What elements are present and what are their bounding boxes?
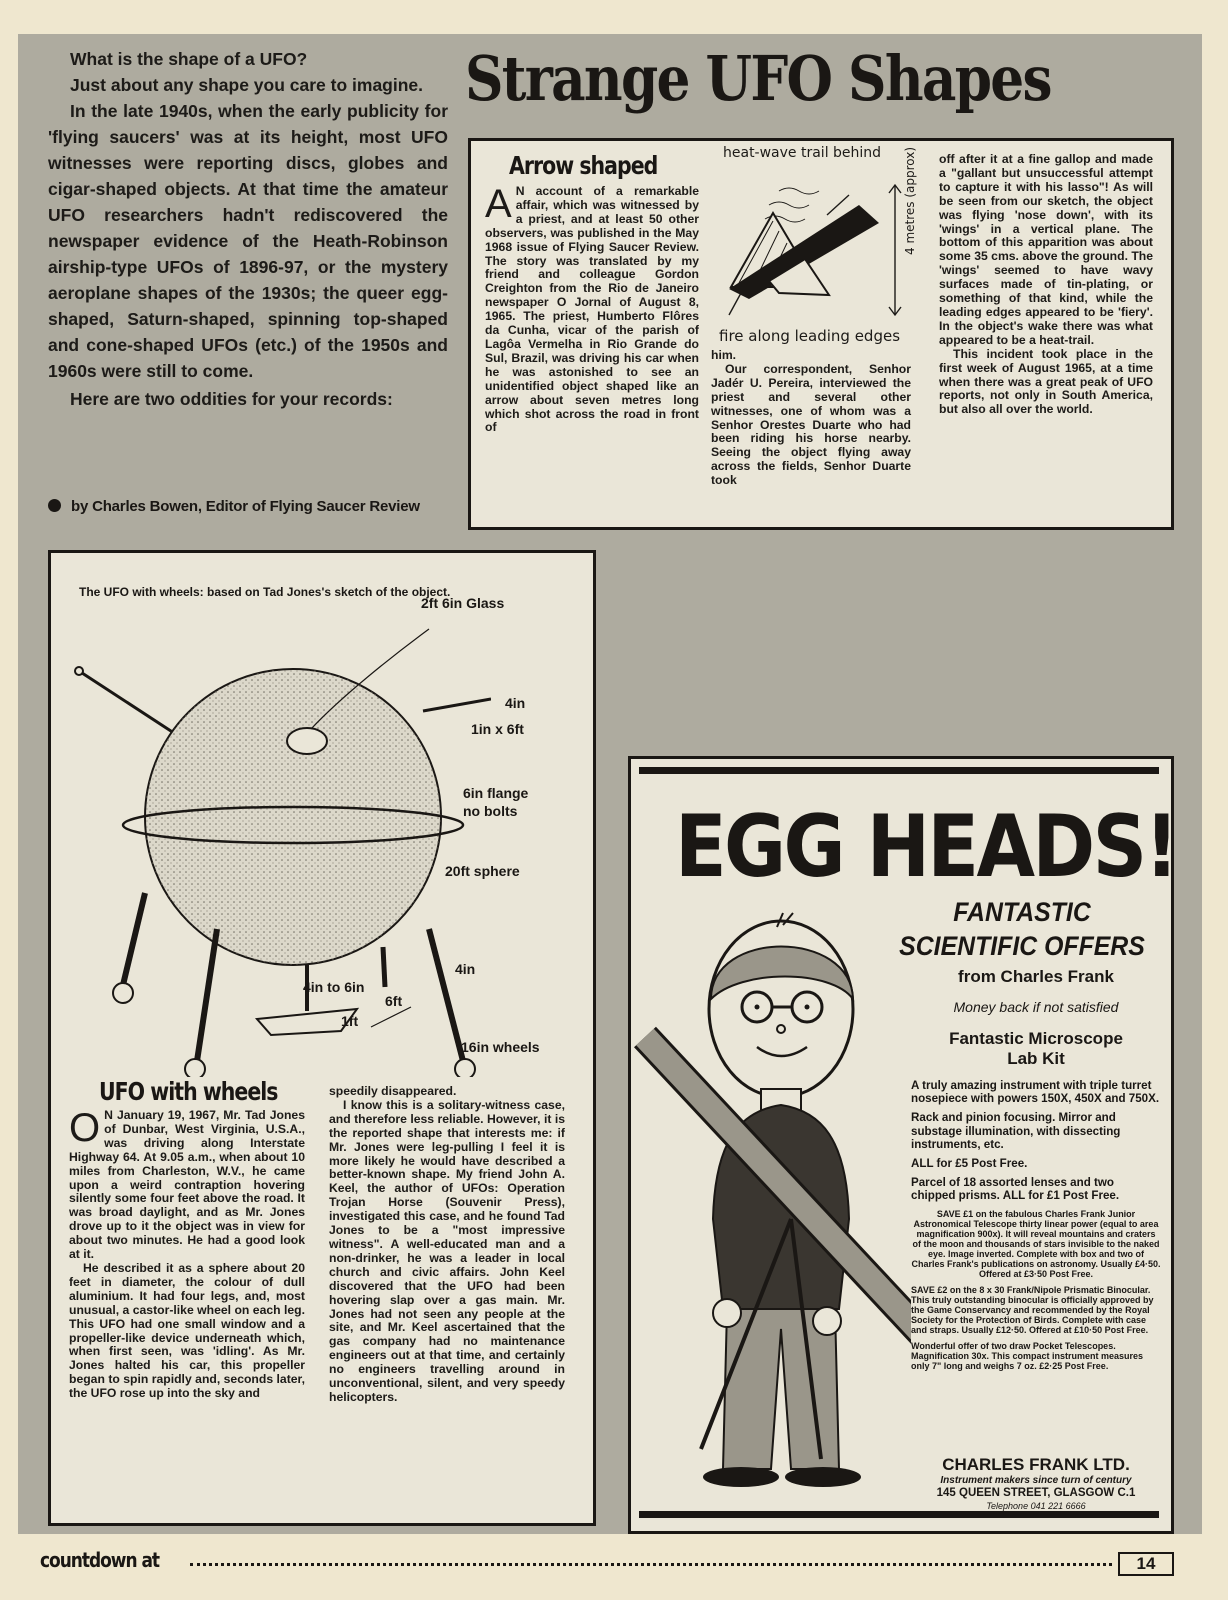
- sketch-label-size: 4 metres (approx): [903, 146, 917, 255]
- ad-p7: Wonderful offer of two draw Pocket Telescopes. Magnification 30x. This compact instrument measures only 7" long and weighs 7 oz. £2·25 Post Free.: [911, 1340, 1144, 1371]
- ad-tagline: Instrument makers since turn of century: [940, 1475, 1132, 1486]
- ad-address: 145 QUEEN STREET, GLASGOW C.1: [936, 1487, 1136, 1499]
- intro-answer: Just about any shape you care to imagine.: [70, 75, 424, 95]
- wheels-column-2: [329, 1085, 565, 1405]
- ad-company: CHARLES FRANK LTD.: [942, 1455, 1130, 1474]
- ad-from: from Charles Frank: [958, 967, 1114, 986]
- arrow-col3-text: off after it at a fine gallop and made a "gallant but unsuccessful attempt to capture it with his lasso"! As will be seen from our sketch, the object was flying 'nose down', with its 'wings' in a vertical plane. The bottom of this apparition was about some 35 cms. above the ground. The 'wings' seemed to have wavy surfaces made of tin-plating, or something of that kind, while the leading edges appeared to be 'fiery'. In the object's wake there was what appeared to be a heat-trail.: [939, 152, 1154, 347]
- arrow-heading: Arrow shaped: [509, 151, 658, 180]
- arrow-col1-text: N account of a remarkable affair, which was witnessed by a priest, and at least 50 other observers, was published in the May 1968 issue of Flying Saucer Review. The story was translated by my friend and colleague Gordon Creighton from the Rio de Janeiro newspaper O Jornal of August 8, 1965. The priest, Humberto Flôres da Cunha, vicar of the parish of Lagôa Vermelha in Rio Grande do Sul, Brazil, was driving his car when he was astonished to see an unidentified object shaped like an arrow about seven metres long which shot across the road in front of: [485, 184, 699, 435]
- ad-p4: Parcel of 18 assorted lenses and two chipped prisms. ALL for £1 Post Free.: [911, 1176, 1120, 1203]
- bullet-icon: [48, 499, 61, 512]
- label-1ft: 1ft: [341, 1013, 359, 1029]
- ad-sub1: FANTASTIC: [953, 897, 1091, 927]
- arrow-object-sketch: [709, 165, 909, 345]
- intro-text: [48, 46, 448, 412]
- arrow-col2-start: him.: [711, 348, 737, 362]
- ad-p2: Rack and pinion focusing. Mirror and substage illumination, with dissecting instruments, etc.: [911, 1111, 1121, 1151]
- ad-subheading: [889, 895, 1156, 963]
- label-4in-leg: 4in: [455, 961, 476, 977]
- arrow-col3-end: This incident took place in the first week of August 1965, at a time when there was a great peak of UFO reports, not only in South America, but also all over the world.: [939, 346, 1153, 417]
- byline-text: by Charles Bowen, Editor of Flying Saucer Review: [71, 498, 420, 515]
- wheels-col2-text: I know this is a solitary-witness case, and therefore less reliable. However, it is the reported shape that interests me: if Mr. Jones were leg-pulling I feel it is more likely he would have described a better-known shape. My friend John A. Keel, the author of UFOs: Operation Trojan Horse (Souvenir Press), investigated this case, and he found Tad Jones to be a "most impressive witness". A well-educated man and a non-drinker, he was a leader in local church and civic affairs. John Keel discovered that the UFO had been hovering slap over a gas main. Mr. Jones had not seen any people at the site, and Mr. Keel ascertained that the gas company had no maintenance engineers out at that time, and certainly no engineers travelling around in unconventional, silent, and very speedy helicopters.: [329, 1097, 565, 1404]
- ufo-with-wheels-article: [48, 550, 596, 1526]
- egg-heads-advert: [628, 756, 1177, 1534]
- sketch-caption: The UFO with wheels: based on Tad Jones's sketch of the object.: [79, 585, 451, 599]
- label-rod: 1in x 6ft: [471, 721, 524, 737]
- ad-p1: A truly amazing instrument with triple turret nosepiece with powers 150X, 450X and 750X.: [911, 1079, 1160, 1106]
- label-sphere: 20ft sphere: [445, 863, 520, 879]
- ad-rule-top: [639, 767, 1159, 774]
- arrow-column-1: [485, 182, 699, 435]
- wheels-col2-start: speedily disappeared.: [329, 1084, 457, 1098]
- footer-dotted-rule: [190, 1563, 1112, 1566]
- ad-copy: [911, 1079, 1161, 1371]
- ad-headline: EGG HEADS!: [675, 797, 1177, 897]
- egghead-boy-illustration: [631, 889, 911, 1509]
- label-glass: 2ft 6in Glass: [421, 595, 505, 611]
- footer-brand: countdown at: [40, 1548, 160, 1572]
- label-wheels: 16in wheels: [461, 1039, 540, 1055]
- ad-p6: SAVE £2 on the 8 x 30 Frank/Nipole Prismatic Binocular. This truly outstanding binocular is officially approved by the Game Conservancy and recommended by the Royal Society for the Protection of Birds. Complete with case and straps. Usually £12·50. Offered at £10·50 Post Free.: [911, 1284, 1154, 1335]
- intro-closing: Here are two oddities for your records:: [70, 389, 393, 409]
- sketch-label-heat: heat-wave trail behind: [723, 145, 882, 161]
- sketch-label-fire: fire along leading edges: [719, 327, 901, 345]
- wheels-col1-text: N January 19, 1967, Mr. Tad Jones of Dunbar, West Virginia, U.S.A., was driving along Interstate Highway 64. At 9.05 a.m., when about 10 miles from Charleston, W.V., he came upon a weird contraption hovering silently some four feet above the road. It was broad daylight, and as Mr. Jones drove up to it the object was in view for about two minutes. He had a good look at it.: [69, 1108, 305, 1262]
- ad-kit2: Lab Kit: [1007, 1049, 1065, 1068]
- ad-kit1: Fantastic Microscope: [949, 1029, 1123, 1048]
- ad-sub2: SCIENTIFIC OFFERS: [899, 931, 1145, 961]
- page-number: 14: [1118, 1552, 1174, 1576]
- arrow-shaped-article: [468, 138, 1174, 530]
- ad-kit-title: [911, 1029, 1161, 1069]
- arrow-col2-text: Our correspondent, Senhor Jadér U. Pereira, interviewed the priest and several other witnesses, one of whom was a Senhor Orestes Duarte who had been riding his horse nearby. Seeing the object flying away across the fields, Senhor Duarte took: [711, 361, 911, 488]
- arrow-dropcap: A: [485, 182, 512, 226]
- ad-money-back: Money back if not satisfied: [953, 999, 1119, 1015]
- label-flange: 6in flange: [463, 785, 529, 801]
- label-shaft: 4in to 6in: [303, 979, 365, 995]
- intro-paragraph: In the late 1940s, when the early publicity for 'flying saucers' was at its height, most UFO witnesses were reporting discs, globes and cigar-shaped objects. At that time the amateur UFO researchers hadn't rediscovered the newspaper evidence of the Heath-Robinson airship-type UFOs of 1896-97, or the mystery aeroplane shapes of the 1930s; the queer egg-shaped, Saturn-shaped, spinning top-shaped and cone-shaped UFOs (etc.) of the 1950s and 1960s were still to come.: [48, 101, 448, 381]
- intro-question: What is the shape of a UFO?: [70, 49, 308, 69]
- ad-p5: SAVE £1 on the fabulous Charles Frank Junior Astronomical Telescope thirty linear power (equal to area magnification 900x). It will reveal mountains and craters of the moon and thousands of stars invisible to the naked eye. Image inverted. Complete with box and two of Charles Frank's publications on astronomy. Usually £4·50. Offered at £3·50 Post Free.: [911, 1208, 1161, 1279]
- page-title: Strange UFO Shapes: [465, 42, 1051, 115]
- arrow-column-3: [939, 153, 1153, 417]
- arrow-column-2: [711, 349, 911, 488]
- label-no-bolts: no bolts: [463, 803, 518, 819]
- wheels-col1-text-2: He described it as a sphere about 20 feet in diameter, the colour of dull aluminium. It had four legs, and, most unusual, a castor-like wheel on each leg. This UFO had one small window and a propeller-like device underneath which, when first seen, was 'idling'. As Mr. Jones halted his car, this propeller began to spin rapidly and, seconds later, the UFO rose up into the sky and: [69, 1260, 305, 1401]
- wheels-column-1: [69, 1106, 305, 1401]
- ad-phone: Telephone 041 221 6666: [986, 1501, 1086, 1511]
- ufo-wheels-sketch: [71, 607, 491, 1077]
- label-4in-top: 4in: [505, 695, 526, 711]
- byline: [48, 498, 420, 515]
- ad-rule-bottom: [639, 1511, 1159, 1518]
- wheels-dropcap: O: [69, 1106, 101, 1150]
- ad-p3: ALL for £5 Post Free.: [911, 1157, 1028, 1171]
- label-6ft: 6ft: [385, 993, 403, 1009]
- wheels-heading: UFO with wheels: [99, 1077, 278, 1106]
